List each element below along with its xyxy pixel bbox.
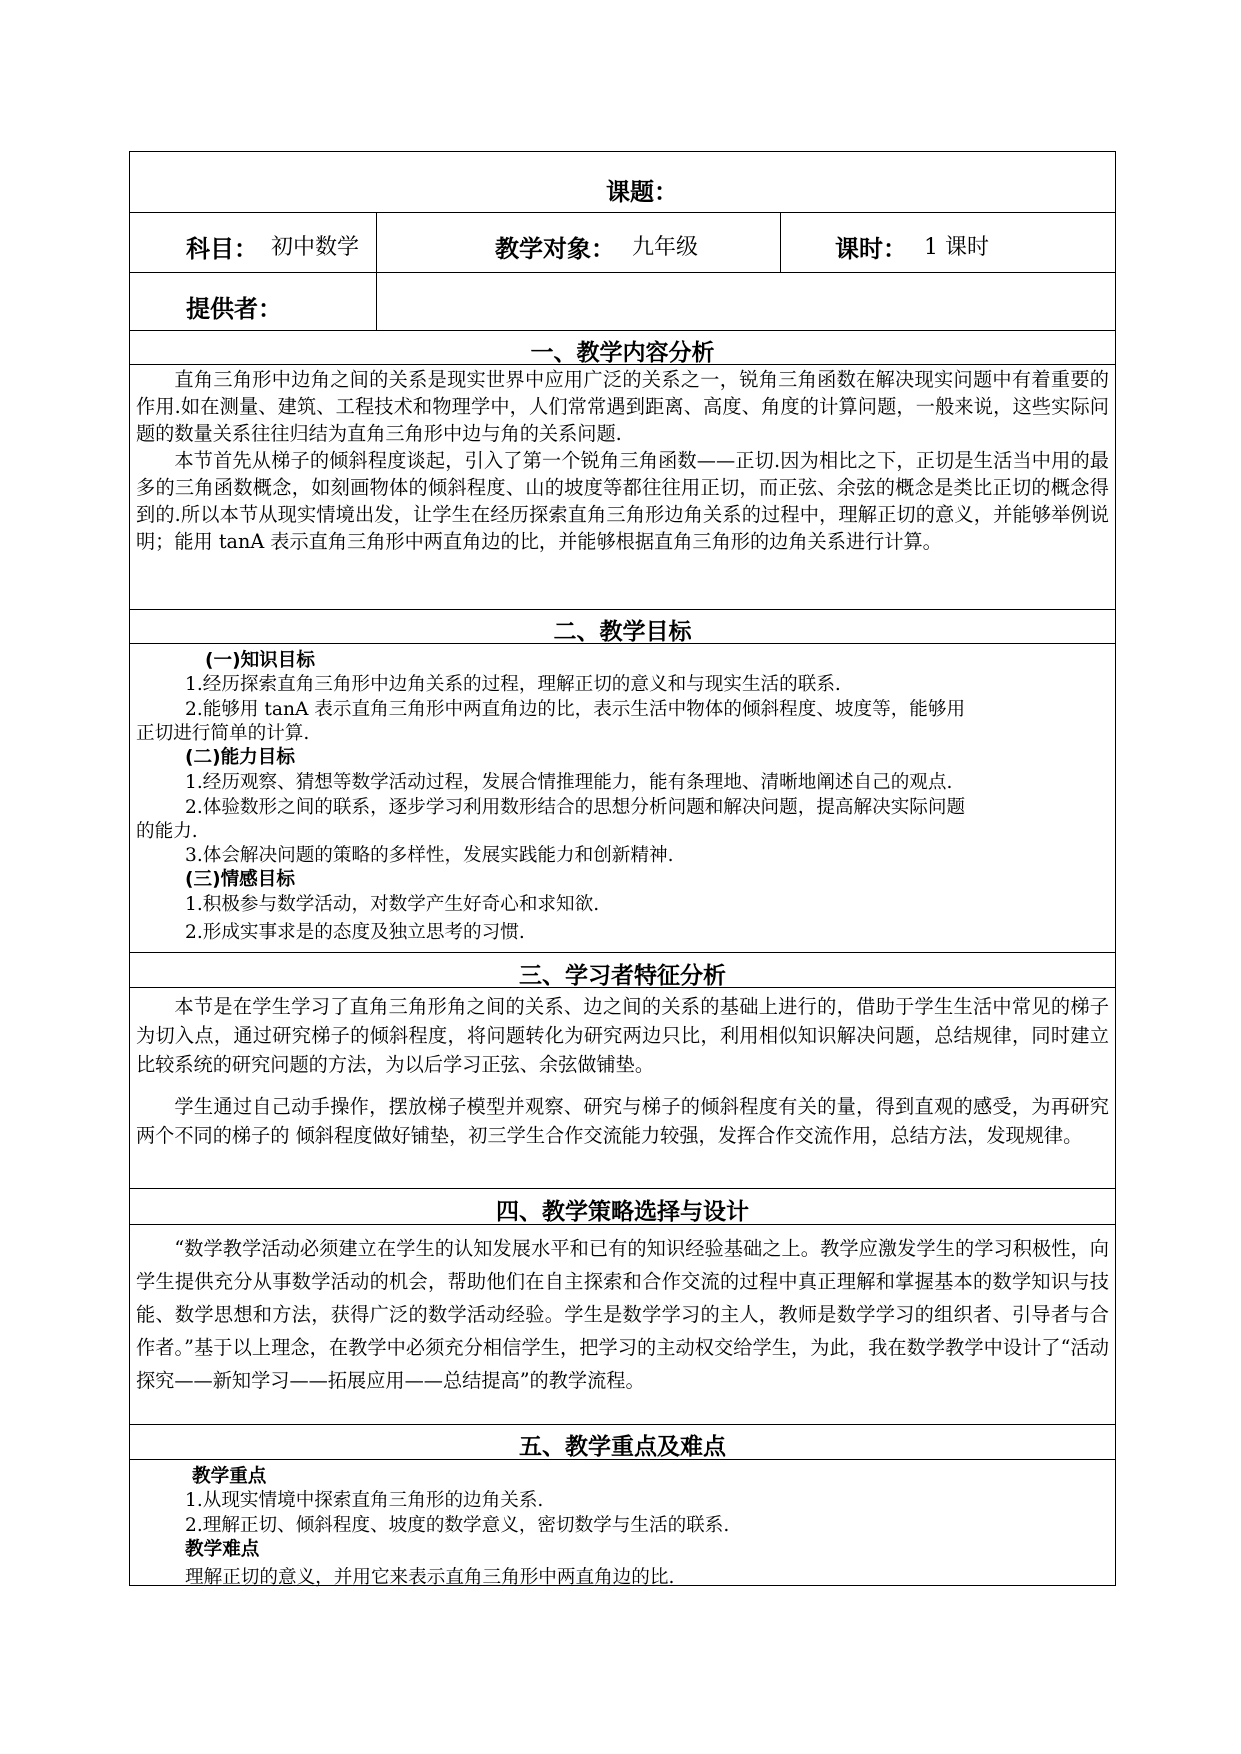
divider [130, 1424, 1115, 1425]
divider [130, 1224, 1115, 1225]
hours-value: 1 课时 [924, 235, 989, 260]
list-item: 2.体验数形之间的联系，逐步学习利用数形结合的思想分析问题和解决问题，提高解决实际问题 [185, 797, 966, 818]
audience-value: 九年级 [632, 235, 699, 260]
paragraph: 本节首先从梯子的倾斜程度谈起，引入了第一个锐角三角函数——正切.因为相比之下，正切是生活当中用的最多的三角函数概念，如刻画物体的倾斜程度、山的坡度等都往往用正切，而正弦、余弦的概念是类比正切的概念得到的.所以本节从现实情境出发，让学生在经历探索直角三角形边角关系的过程中，理解正切的意义，并能够举例说明；能用 tanA 表示直角三角形中两直角边的比，并能够根据直角三角形的边角关系进行计算。 [136, 449, 1109, 553]
divider [130, 272, 1115, 273]
divider [376, 212, 377, 330]
divider [780, 212, 781, 272]
divider [130, 1188, 1115, 1189]
section-title: 四、教学策略选择与设计 [496, 1199, 749, 1225]
list-item: 2.能够用 tanA 表示直角三角形中两直角边的比，表示生活中物体的倾斜程度、坡度等，能够用 [185, 699, 966, 720]
paragraph: “数学教学活动必须建立在学生的认知发展水平和已有的知识经验基础之上。教学应激发学生的学习积极性，向学生提供充分从事数学活动的机会，帮助他们在自主探索和合作交流的过程中真正理解和掌握基本的数学知识与技能、数学思想和方法，获得广泛的数学活动经验。学生是数学学习的主人，教师是数学学习的组织者、引导者与合作者。”基于以上理念，在教学中必须充分相信学生，把学习的主动权交给学生，为此，我在数学教学中设计了“活动探究——新知学习——拓展应用——总结提高”的教学流程。 [136, 1237, 1109, 1392]
subsection-title: (一)知识目标 [205, 650, 315, 671]
list-item: 2.形成实事求是的态度及独立思考的习惯. [185, 922, 525, 943]
divider [130, 364, 1115, 365]
hours-label: 课时： [835, 235, 907, 263]
divider [130, 330, 1115, 331]
divider [130, 987, 1115, 988]
audience-label: 教学对象： [495, 235, 615, 263]
lesson-plan-table [129, 151, 1116, 1586]
subsection-title: (三)情感目标 [185, 869, 295, 890]
section-title: 三、学习者特征分析 [519, 963, 726, 989]
section-title: 二、教学目标 [553, 619, 692, 645]
subject-label: 科目： [186, 235, 258, 263]
list-item: 2.理解正切、倾斜程度、坡度的数学意义，密切数学与生活的联系. [185, 1515, 730, 1536]
divider [130, 952, 1115, 953]
list-item: 3.体会解决问题的策略的多样性，发展实践能力和创新精神. [185, 845, 674, 866]
provider-label: 提供者： [186, 295, 282, 323]
divider [130, 609, 1115, 610]
subsection-title: 教学重点 [192, 1466, 267, 1487]
divider [130, 1459, 1115, 1460]
list-item: 1.从现实情境中探索直角三角形的边角关系. [185, 1490, 544, 1511]
list-item: 的能力. [136, 821, 198, 842]
list-item: 1.经历探索直角三角形中边角关系的过程，理解正切的意义和与现实生活的联系. [185, 674, 841, 695]
list-item: 正切进行简单的计算. [136, 723, 310, 744]
subject-value: 初中数学 [271, 235, 360, 260]
section-title: 一、教学内容分析 [530, 340, 715, 366]
list-item: 理解正切的意义，并用它来表示直角三角形中两直角边的比. [185, 1567, 675, 1588]
paragraph: 直角三角形中边角之间的关系是现实世界中应用广泛的关系之一，锐角三角函数在解决现实问题中有着重要的作用.如在测量、建筑、工程技术和物理学中，人们常常遇到距离、高度、角度的计算问题，一般来说，这些实际问题的数量关系往往归结为直角三角形中边与角的关系问题. [136, 368, 1109, 445]
title-label: 课题： [606, 178, 678, 206]
subsection-title: (二)能力目标 [185, 747, 295, 768]
list-item: 1.经历观察、猜想等数学活动过程，发展合情推理能力，能有条理地、清晰地阐述自己的观点. [185, 772, 953, 793]
subsection-title: 教学难点 [185, 1539, 260, 1560]
list-item: 1.积极参与数学活动，对数学产生好奇心和求知欲. [185, 894, 600, 915]
section-title: 五、教学重点及难点 [519, 1434, 726, 1460]
divider [130, 212, 1115, 213]
paragraph: 学生通过自己动手操作，摆放梯子模型并观察、研究与梯子的倾斜程度有关的量，得到直观的感受，为再研究两个不同的梯子的 倾斜程度做好铺垫，初三学生合作交流能力较强，发挥合作交流作用，总结方法，发现规律。 [136, 1095, 1109, 1147]
paragraph: 本节是在学生学习了直角三角形角之间的关系、边之间的关系的基础上进行的，借助于学生生活中常见的梯子为切入点，通过研究梯子的倾斜程度，将问题转化为研究两边只比，利用相似知识解决问题，总结规律，同时建立比较系统的研究问题的方法，为以后学习正弦、余弦做铺垫。 [136, 995, 1109, 1076]
divider [130, 643, 1115, 644]
